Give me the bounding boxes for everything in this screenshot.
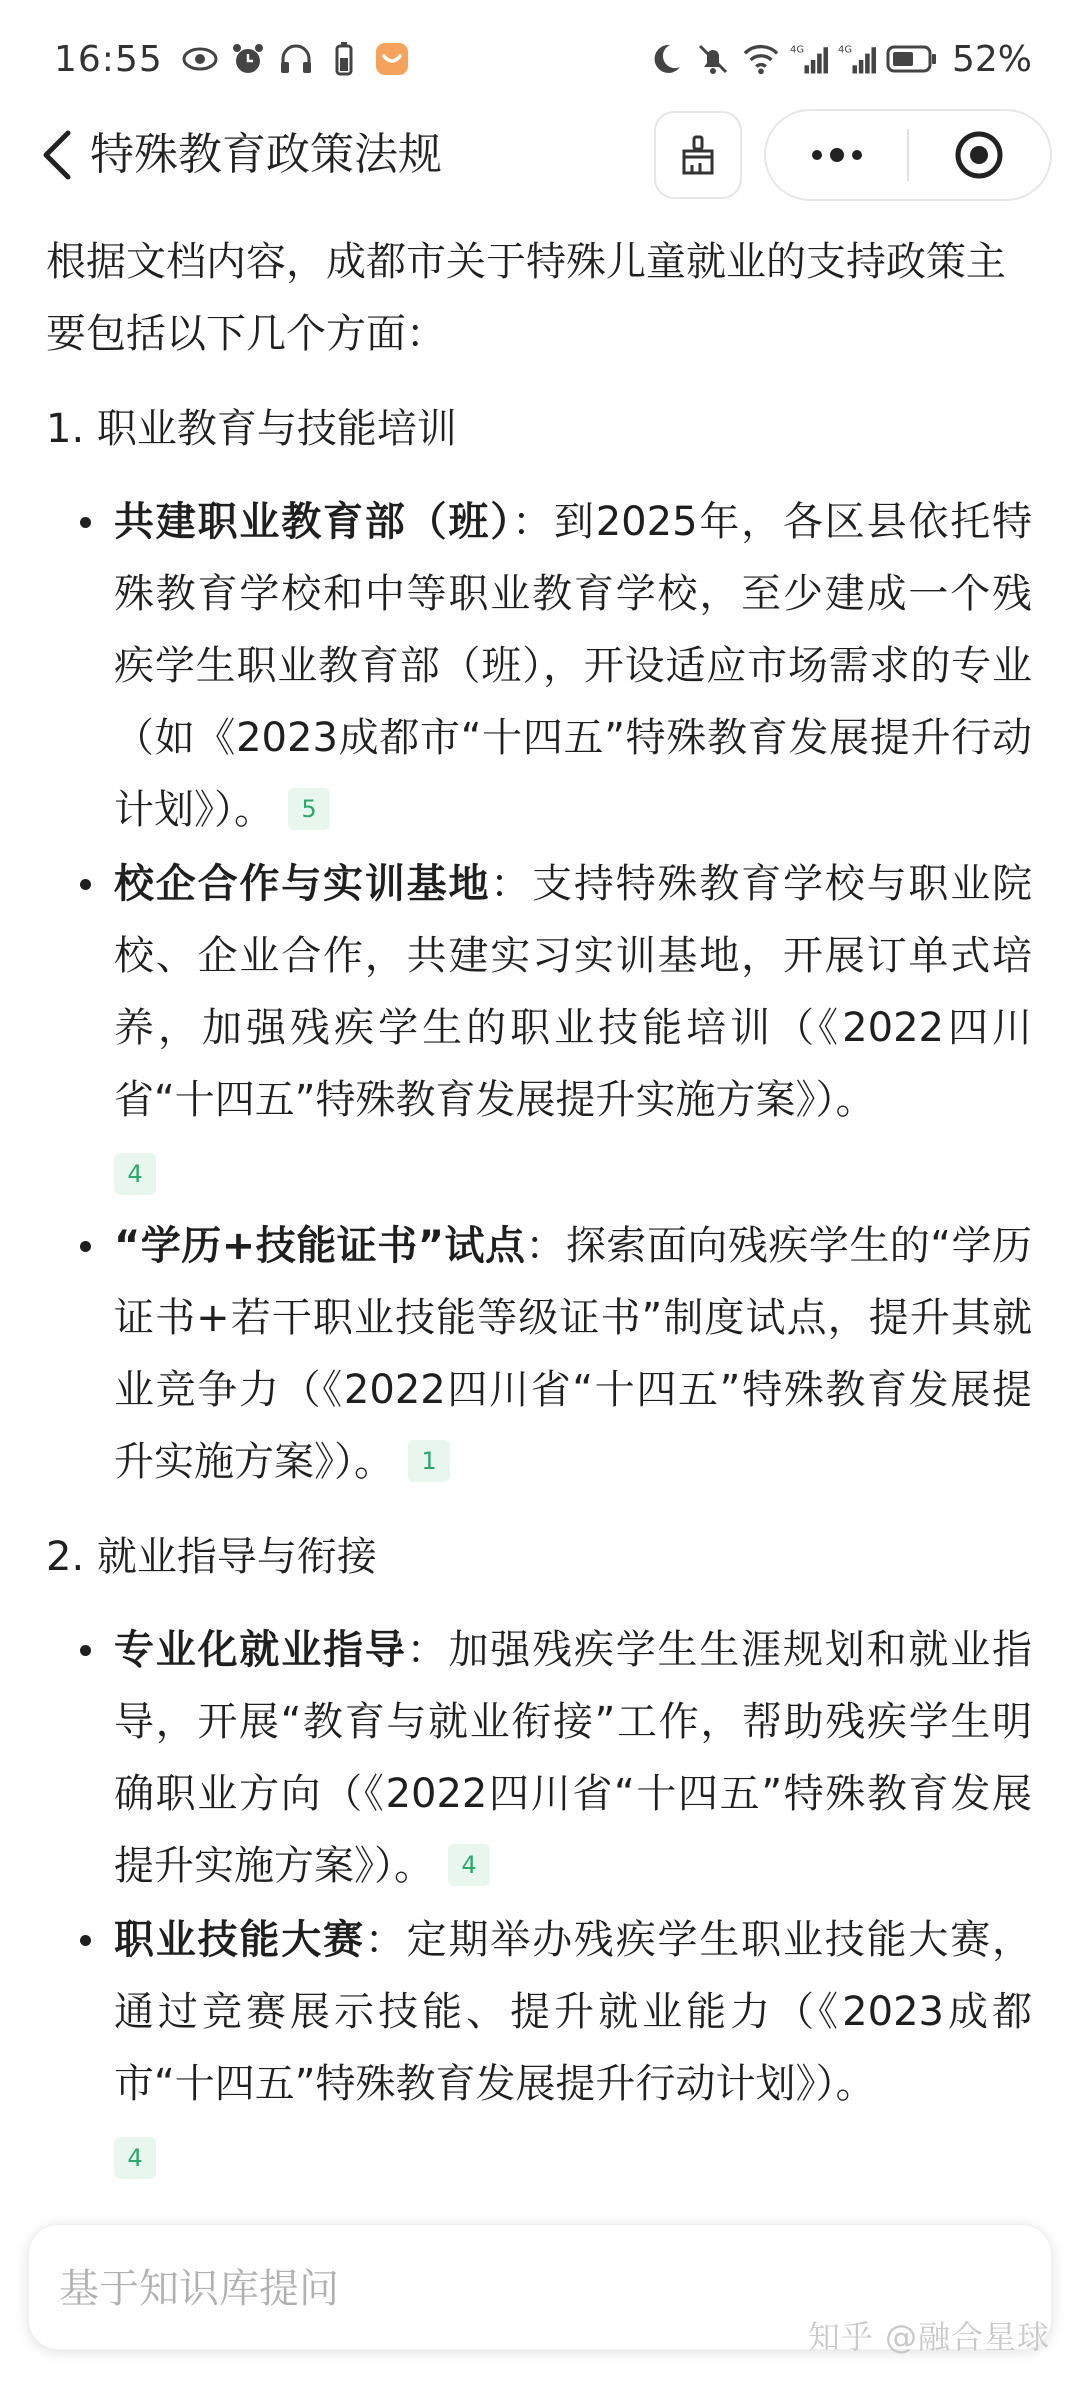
app-notification-icon xyxy=(373,40,411,78)
citation-badge[interactable]: 4 xyxy=(114,2137,156,2179)
citation-badge[interactable]: 1 xyxy=(408,1440,450,1482)
svg-text:4G: 4G xyxy=(789,44,805,56)
clear-chat-button[interactable] xyxy=(654,111,742,199)
battery-percent: 52% xyxy=(951,38,1032,80)
eye-icon xyxy=(181,40,219,78)
target-close-icon xyxy=(953,129,1005,181)
battery-saver-icon xyxy=(325,40,363,78)
item-title: 专业化就业指导 xyxy=(114,1627,407,1673)
item-text: ：支持特殊教育学校与职业院校、企业合作，共建实习实训基地，开展订单式培养，加强残疾学生的职业技能培训（《2022四川省“十四五”特殊教育发展提升实施方案》）。 xyxy=(114,861,1033,1123)
list-item xyxy=(46,1210,1032,1498)
section-heading: 1. 职业教育与技能培训 xyxy=(46,406,457,452)
more-dots-icon xyxy=(807,145,867,165)
status-bar xyxy=(0,0,1080,118)
list-item xyxy=(46,848,1032,1208)
status-bar-right xyxy=(646,39,1032,80)
alarm-icon xyxy=(229,40,267,78)
item-title: “学历+技能证书”试点 xyxy=(114,1223,526,1269)
item-text: ：定期举办残疾学生职业技能大赛，通过竞赛展示技能、提升就业能力（《2023成都市“十四五”特殊教育发展提升行动计划》）。 xyxy=(114,1917,1033,2107)
close-mini-program-button[interactable] xyxy=(909,111,1050,199)
answer-content xyxy=(46,226,1032,2194)
list-item xyxy=(46,1904,1032,2192)
more-button[interactable] xyxy=(766,111,907,199)
item-title: 校企合作与实训基地 xyxy=(114,861,491,907)
status-time: 16:55 xyxy=(54,38,163,80)
headphones-icon xyxy=(277,40,315,78)
bell-muted-icon xyxy=(694,40,732,78)
signal-4g-icon-2 xyxy=(838,40,876,78)
chevron-left-icon xyxy=(38,127,78,183)
mini-program-capsule xyxy=(764,109,1052,201)
item-title: 共建职业教育部（班） xyxy=(114,499,513,545)
status-bar-left xyxy=(54,39,411,80)
list-item xyxy=(46,486,1032,846)
item-text: ：探索面向残疾学生的“学历证书+若干职业技能等级证书”制度试点，提升其就业竞争力（《2022四川省“十四五”特殊教育发展提升实施方案》）。 xyxy=(114,1223,1032,1485)
item-text: ：到2025年，各区县依托特殊教育学校和中等职业教育学校，至少建成一个残疾学生职业教育部（班），开设适应市场需求的专业（如《2023成都市“十四五”特殊教育发展提升行动计划》）。 xyxy=(114,499,1033,833)
section-list xyxy=(46,1614,1032,2192)
svg-text:4G: 4G xyxy=(837,44,853,56)
signal-4g-icon xyxy=(790,40,828,78)
section-heading: 2. 就业指导与衔接 xyxy=(46,1534,377,1580)
page-title: 特殊教育政策法规 xyxy=(90,129,442,180)
watermark: 知乎 @融合星球 xyxy=(807,2318,1050,2356)
back-button[interactable] xyxy=(30,127,86,183)
citation-badge[interactable]: 4 xyxy=(114,1153,156,1195)
item-text: ：加强残疾学生生涯规划和就业指导，开展“教育与就业衔接”工作，帮助残疾学生明确职业方向（《2022四川省“十四五”特殊教育发展提升实施方案》）。 xyxy=(114,1627,1033,1889)
battery-icon xyxy=(886,40,938,78)
wifi-icon xyxy=(742,40,780,78)
citation-badge[interactable]: 4 xyxy=(448,1844,490,1886)
section-list xyxy=(46,486,1032,1498)
list-item xyxy=(46,1614,1032,1902)
citation-badge[interactable]: 5 xyxy=(288,788,330,830)
nav-bar xyxy=(0,105,1080,205)
question-input[interactable] xyxy=(57,2251,821,2327)
do-not-disturb-moon-icon xyxy=(646,40,684,78)
answer-intro: 根据文档内容，成都市关于特殊儿童就业的支持政策主要包括以下几个方面： xyxy=(46,239,1006,357)
item-title: 职业技能大赛 xyxy=(114,1917,365,1963)
broom-icon xyxy=(676,133,720,177)
